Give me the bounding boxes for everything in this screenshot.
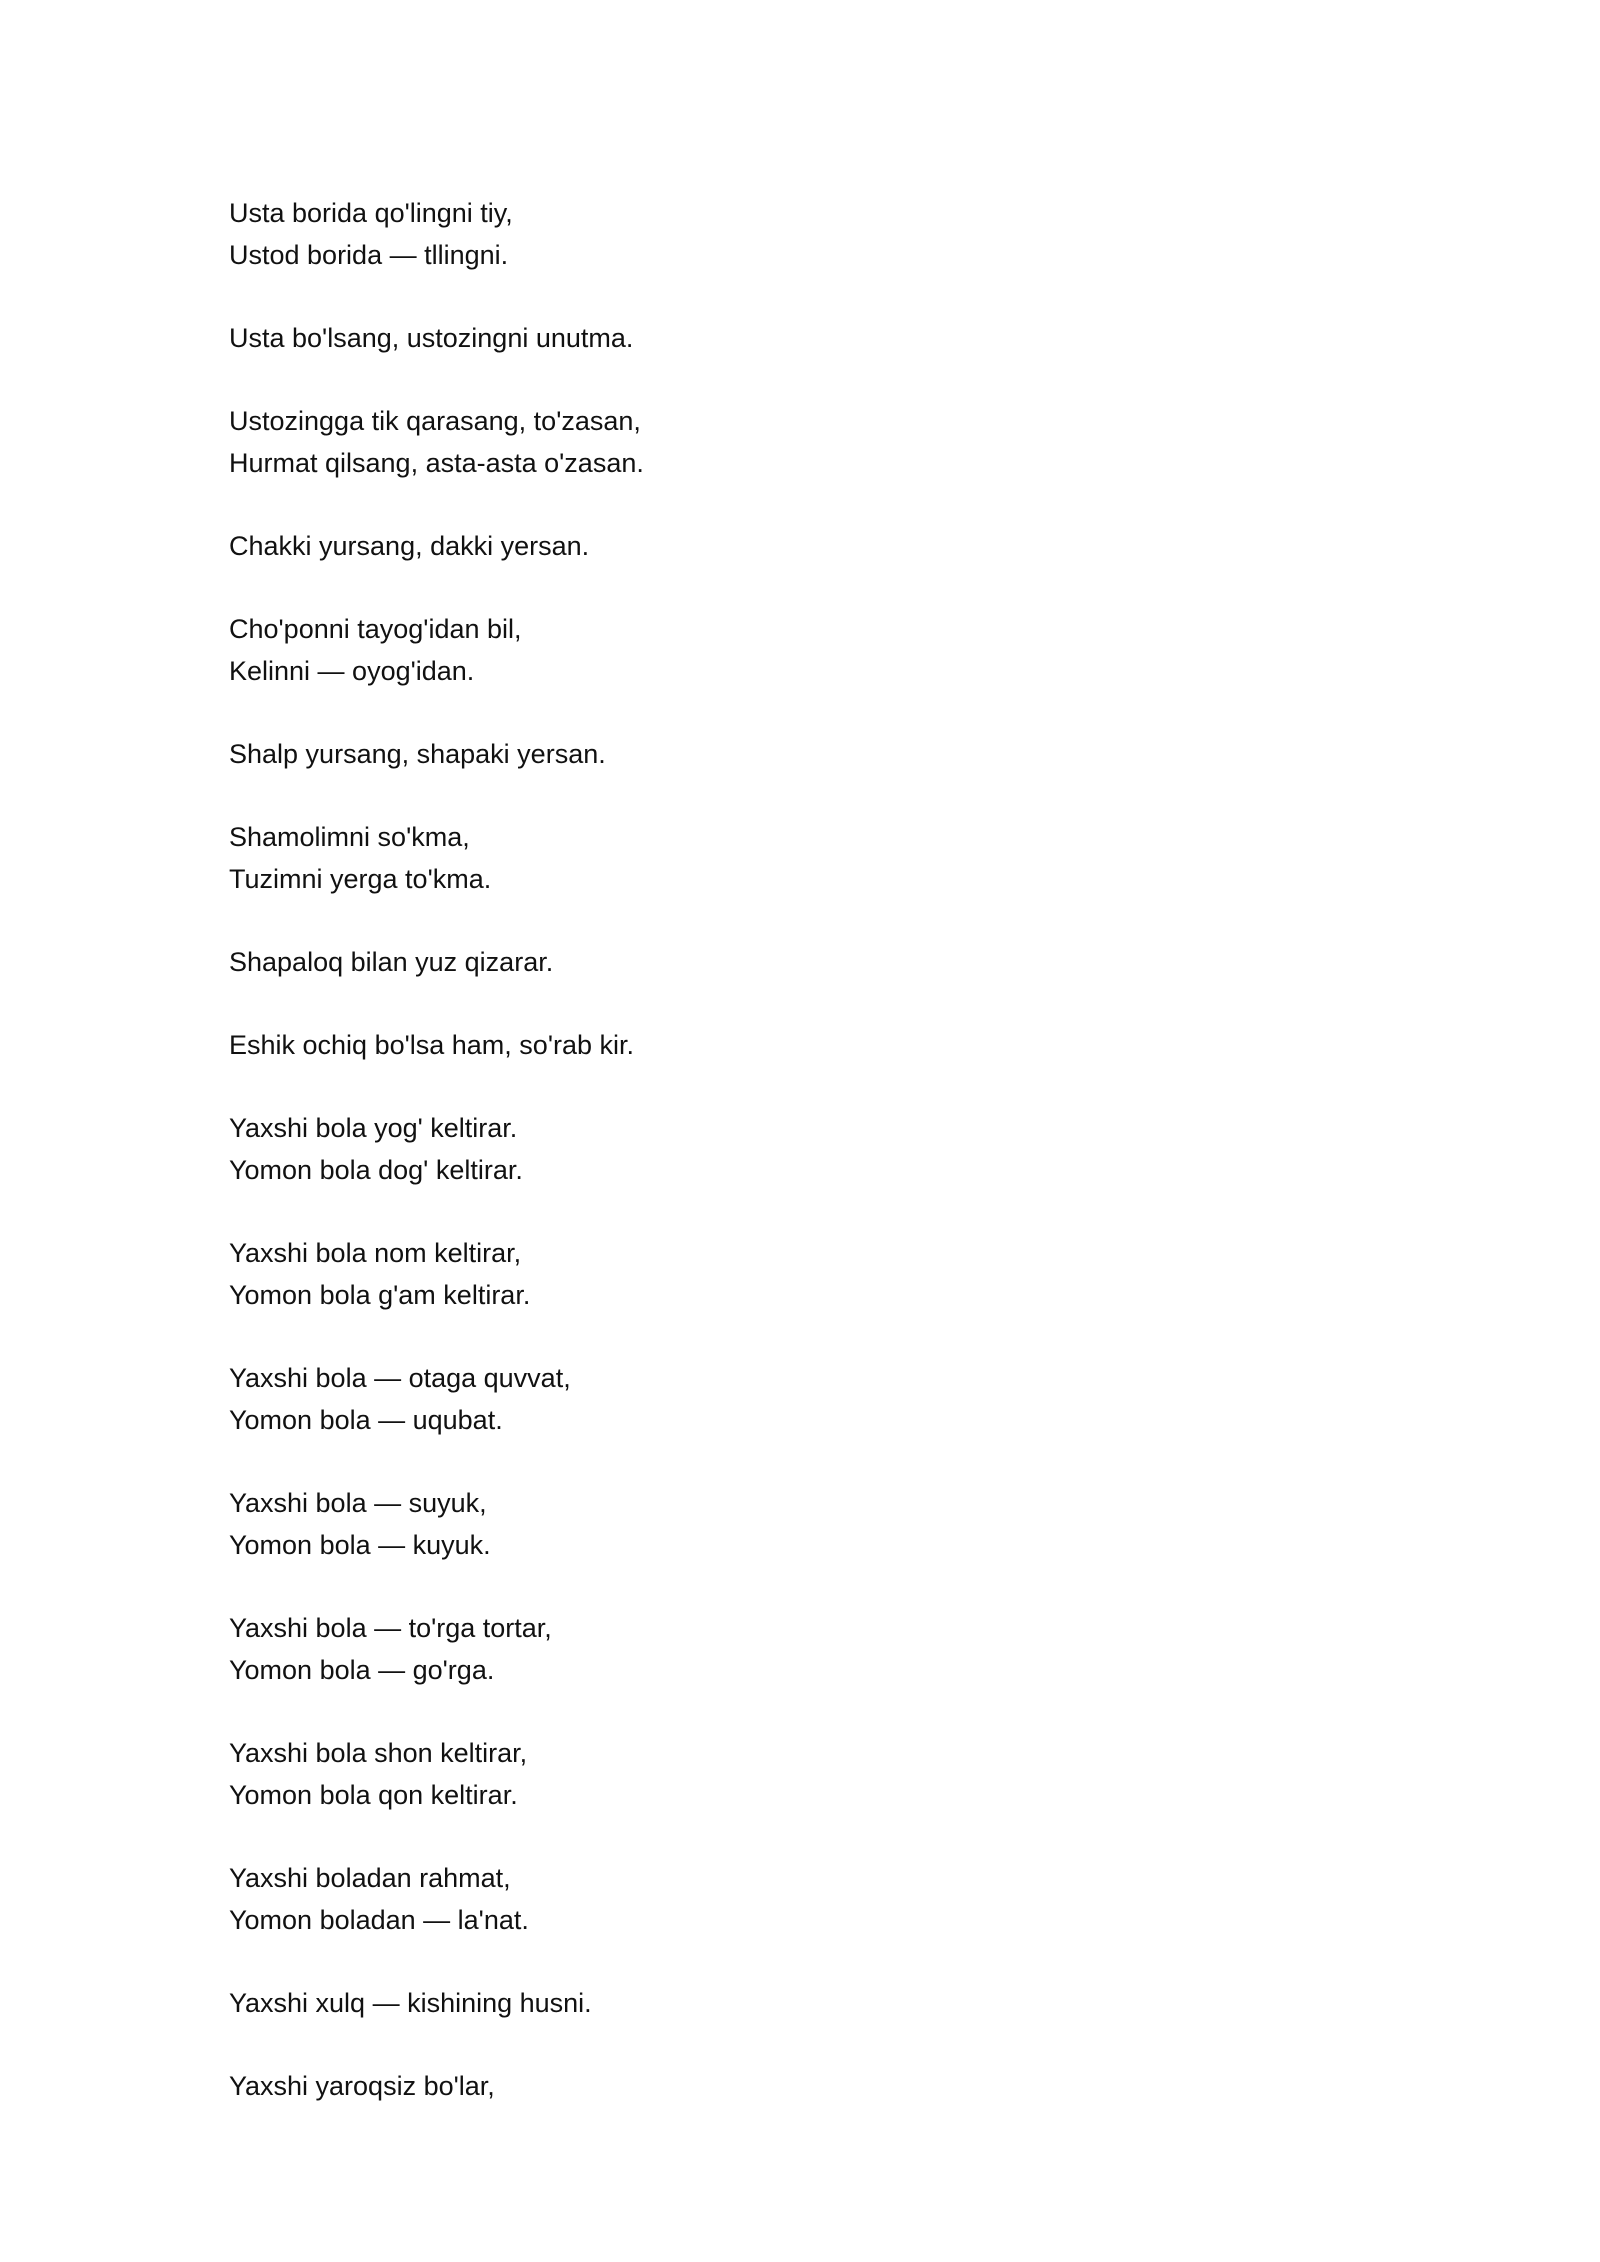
proverb-line: Hurmat qilsang, asta-asta o'zasan.: [229, 448, 644, 478]
proverb-line: Yomon bola — uqubat.: [229, 1405, 503, 1435]
proverb-line: Yomon bola qon keltirar.: [229, 1780, 518, 1810]
proverb-line: Yomon bola — kuyuk.: [229, 1530, 491, 1560]
proverb-stanza: [229, 1732, 1379, 1816]
proverb-stanza: [229, 1107, 1379, 1191]
proverb-line: Shapaloq bilan yuz qizarar.: [229, 947, 554, 977]
proverb-stanza: [229, 1607, 1379, 1691]
proverb-stanza: [229, 1232, 1379, 1316]
proverb-stanza: [229, 608, 1379, 692]
proverb-line: Yaxshi xulq — kishining husni.: [229, 1988, 592, 2018]
proverb-line: Yomon bola g'am keltirar.: [229, 1280, 531, 1310]
proverb-line: Yaxshi bola shon keltirar,: [229, 1738, 528, 1768]
proverb-line: Yaxshi bola nom keltirar,: [229, 1238, 522, 1268]
proverb-stanza: [229, 941, 1379, 983]
proverb-line: Shamolimni so'kma,: [229, 822, 470, 852]
proverb-stanza: [229, 733, 1379, 775]
proverb-line: Yaxshi bola — suyuk,: [229, 1488, 487, 1518]
proverb-stanza: [229, 317, 1379, 359]
proverb-stanza: [229, 1482, 1379, 1566]
proverb-line: Shalp yursang, shapaki yersan.: [229, 739, 606, 769]
proverb-line: Yaxshi boladan rahmat,: [229, 1863, 511, 1893]
proverb-line: Chakki yursang, dakki yersan.: [229, 531, 590, 561]
proverb-line: Kelinni — oyog'idan.: [229, 656, 475, 686]
proverb-line: Ustozingga tik qarasang, to'zasan,: [229, 406, 641, 436]
proverb-line: Cho'ponni tayog'idan bil,: [229, 614, 522, 644]
proverb-stanza: [229, 1024, 1379, 1066]
proverb-line: Yomon boladan — la'nat.: [229, 1905, 529, 1935]
proverb-line: Tuzimni yerga to'kma.: [229, 864, 492, 894]
proverb-line: Usta bo'lsang, ustozingni unutma.: [229, 323, 634, 353]
proverb-stanza: [229, 816, 1379, 900]
proverb-stanza: [229, 192, 1379, 276]
proverb-line: Yaxshi bola yog' keltirar.: [229, 1113, 518, 1143]
proverb-line: Yaxshi bola — otaga quvvat,: [229, 1363, 571, 1393]
proverb-stanza: [229, 1357, 1379, 1441]
proverb-stanza: [229, 1982, 1379, 2024]
proverb-line: Usta borida qo'lingni tiy,: [229, 198, 513, 228]
proverb-line: Yaxshi bola — to'rga tortar,: [229, 1613, 552, 1643]
proverb-line: Eshik ochiq bo'lsa ham, so'rab kir.: [229, 1030, 634, 1060]
proverb-line: Ustod borida — tllingni.: [229, 240, 509, 270]
proverb-stanza: [229, 2065, 1379, 2107]
proverb-line: Yaxshi yaroqsiz bo'lar,: [229, 2071, 495, 2101]
proverb-stanza: [229, 400, 1379, 484]
proverb-line: Yomon bola dog' keltirar.: [229, 1155, 523, 1185]
proverb-stanza: [229, 1857, 1379, 1941]
proverb-line: Yomon bola — go'rga.: [229, 1655, 495, 1685]
proverb-stanza: [229, 525, 1379, 567]
proverbs-text: [229, 192, 1379, 2148]
